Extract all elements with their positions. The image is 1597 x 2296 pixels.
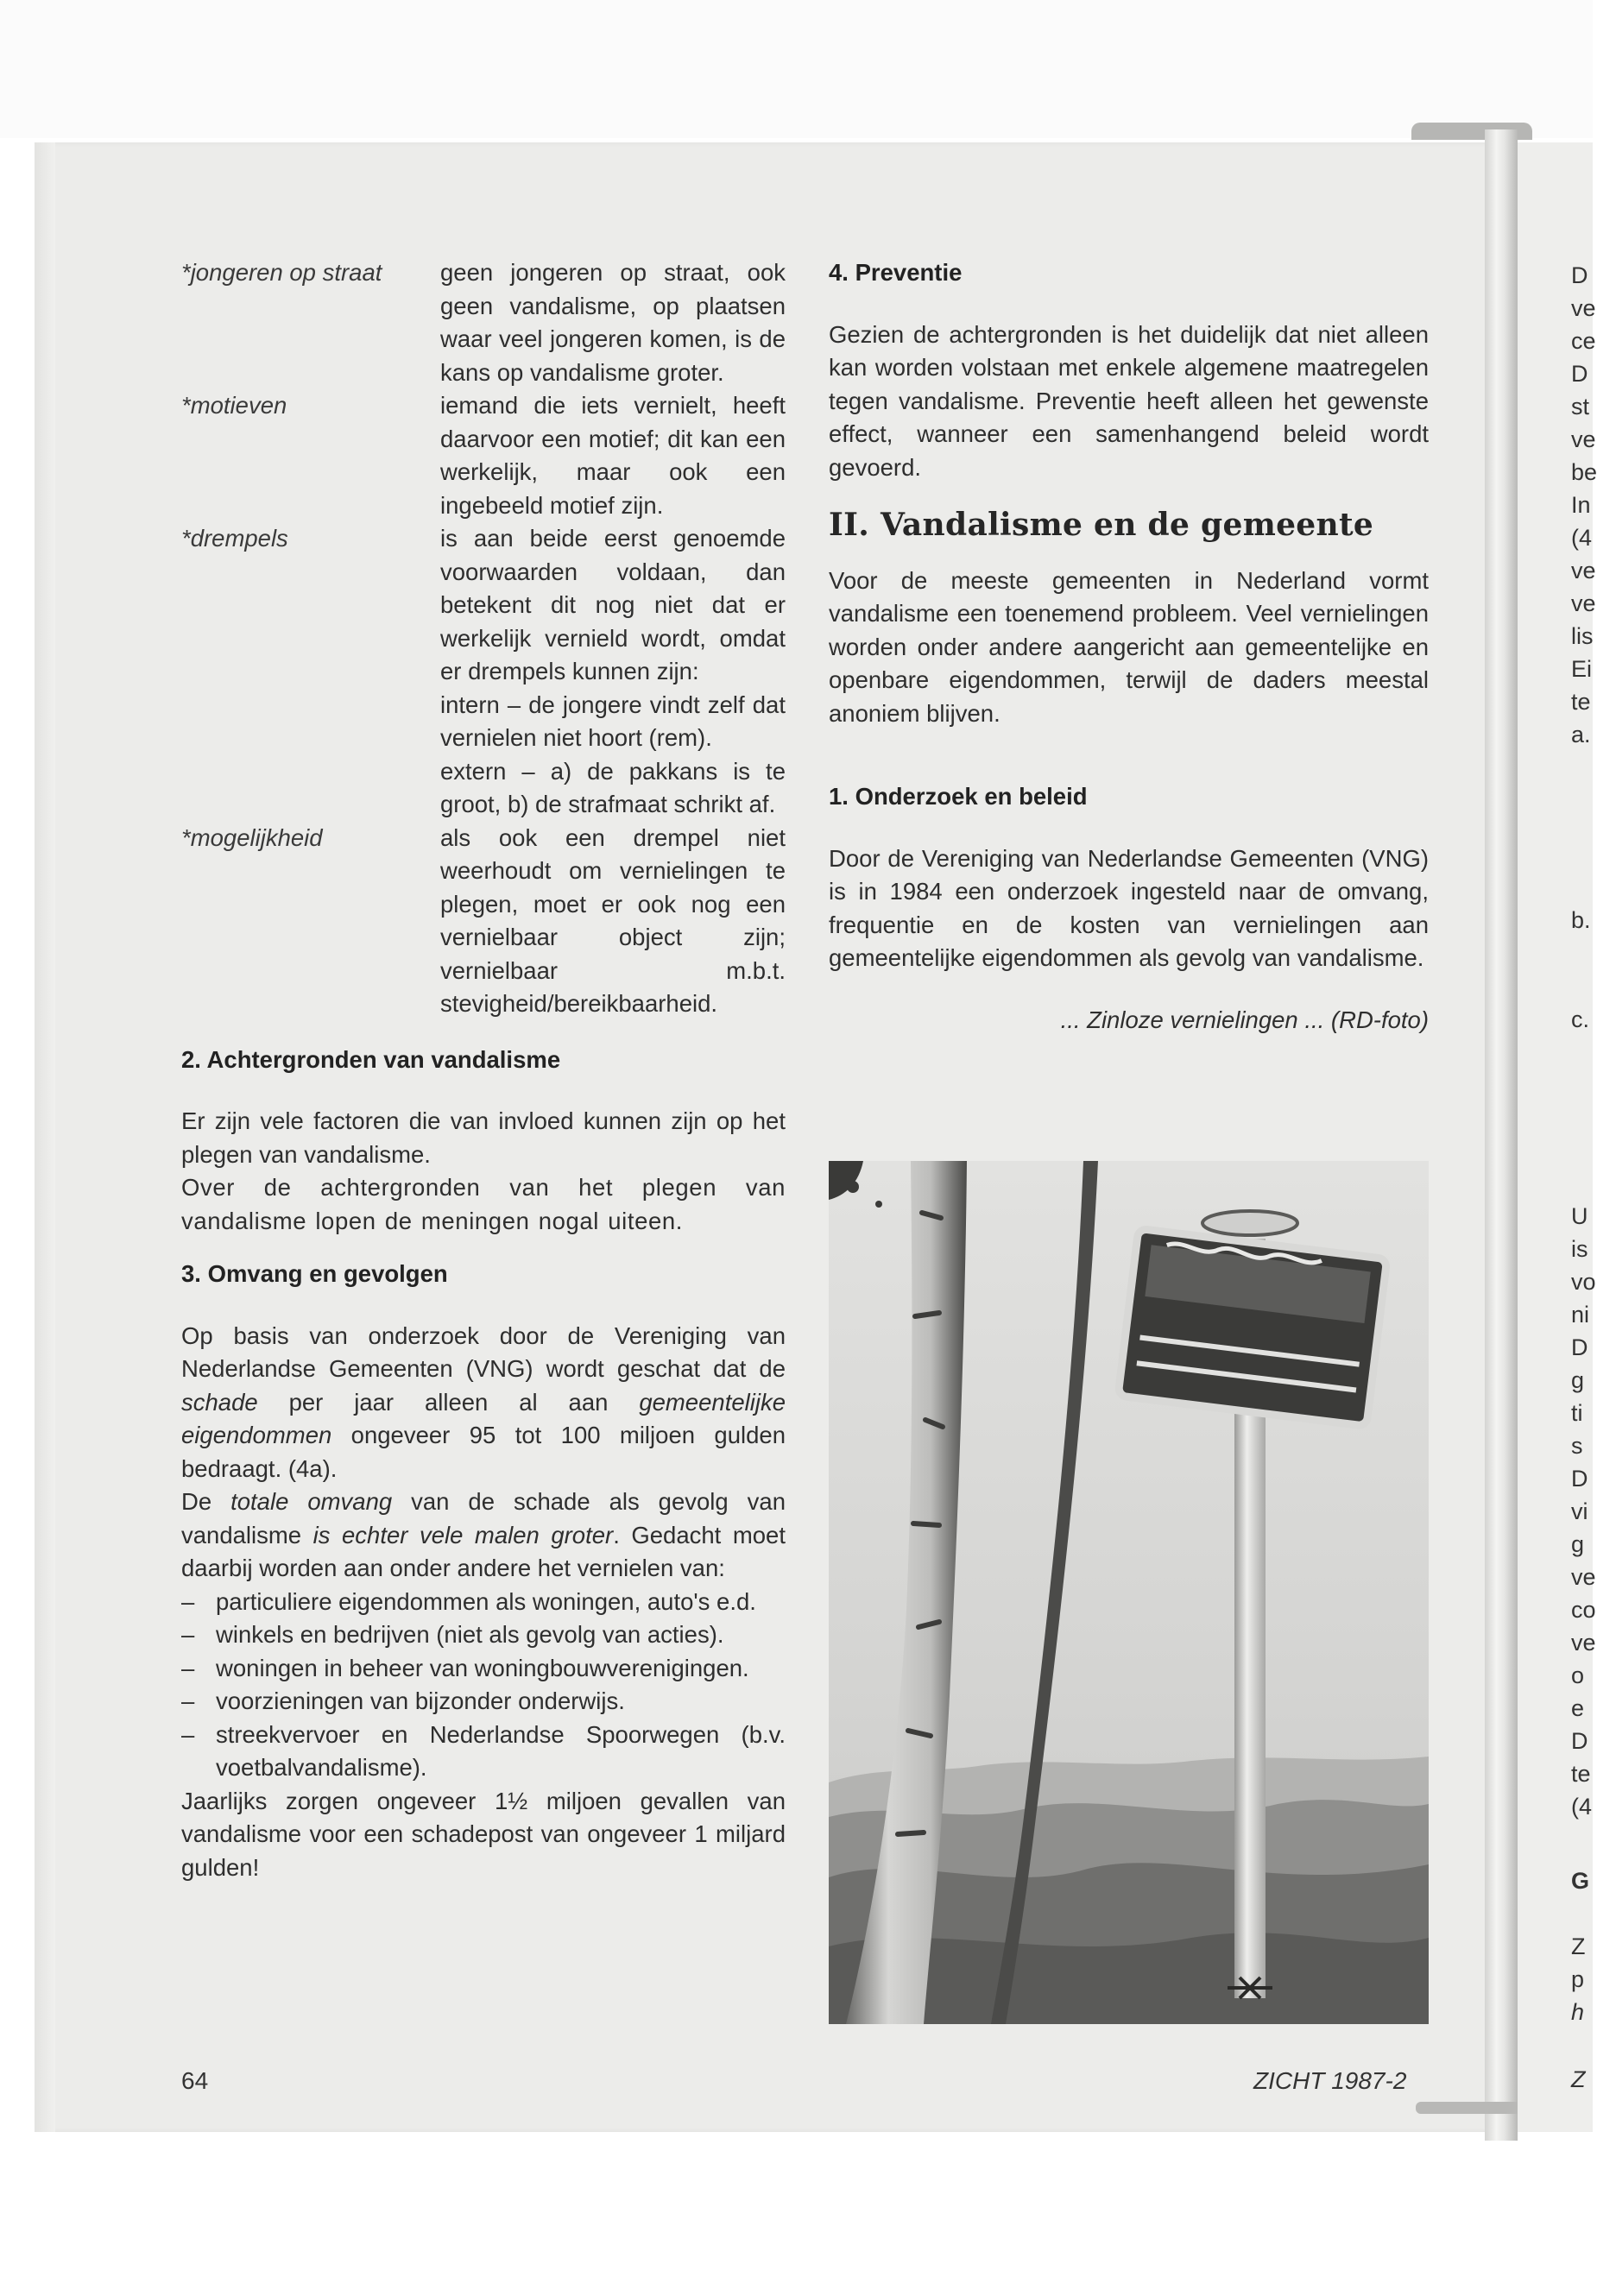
background-paper bbox=[0, 0, 1593, 138]
definition-term: *drempels bbox=[181, 525, 288, 552]
next-page-fragment: lis bbox=[1571, 623, 1594, 649]
definition-item bbox=[181, 256, 786, 389]
next-page-fragment: D bbox=[1571, 1334, 1588, 1360]
next-page-fragment: ti bbox=[1571, 1400, 1583, 1426]
section-heading: 3. Omvang en gevolgen bbox=[181, 1260, 448, 1287]
next-page-fragment: o bbox=[1571, 1662, 1585, 1688]
photo-caption: ... Zinloze vernielingen ... (RD-foto) bbox=[1060, 1006, 1429, 1033]
definition-item bbox=[181, 522, 786, 822]
next-page-fragment: D bbox=[1571, 361, 1588, 387]
next-page-fragment: s bbox=[1571, 1433, 1583, 1459]
magazine-footer: ZICHT 1987-2 bbox=[1253, 2067, 1407, 2094]
paragraph: Jaarlijks zorgen ongeveer 1½ miljoen gevallen van vandalisme voor een schadepost van ongeveer 1 miljard gulden! bbox=[181, 1787, 786, 1881]
list-item: – woningen in beheer van woningbouwverenigingen. bbox=[181, 1652, 786, 1686]
next-page-fragment: vo bbox=[1571, 1269, 1596, 1295]
chapter-title: II. Vandalisme en de gemeente bbox=[829, 507, 1374, 543]
next-page-fragment: b. bbox=[1571, 907, 1591, 933]
next-page-fragment: ce bbox=[1571, 328, 1596, 354]
list-item: – voorzieningen van bijzonder onderwijs. bbox=[181, 1685, 786, 1719]
next-page-fragment: ve bbox=[1571, 426, 1596, 452]
definition-text: extern – a) de pakkans is te groot, b) de strafmaat schrikt af. bbox=[440, 757, 786, 817]
paragraph: De totale omvang van de schade als gevolg van vandalisme is echter vele malen groter. Gedacht moet daarbij worden aan onder andere het vernielen van: bbox=[181, 1488, 786, 1581]
next-page-fragment: ni bbox=[1571, 1302, 1590, 1328]
next-page-fragment: In bbox=[1571, 492, 1591, 518]
next-page-fragment: p bbox=[1571, 1966, 1585, 1992]
paragraph: Op basis van onderzoek door de Vereniging van Nederlandse Gemeenten (VNG) wordt geschat dat de schade per jaar alleen al aan gemeentelijke eigendommen ongeveer 95 tot 100 miljoen gulden bedraagt. (4a). bbox=[181, 1321, 786, 1482]
vandalised-sign-photo bbox=[829, 1161, 1429, 2024]
paragraph: Gezien de achtergronden is het duidelijk dat niet alleen kan worden volstaan met enkele algemene maatregelen tegen vandalisme. Preventie heeft alleen het gewenste effect, wanneer een samenhangend beleid wordt gevoerd. bbox=[829, 320, 1429, 481]
definition-item bbox=[181, 822, 786, 1021]
next-page-fragment: a. bbox=[1571, 722, 1591, 747]
next-page-fragment: D bbox=[1571, 1728, 1588, 1754]
next-page-fragment: Ei bbox=[1571, 656, 1593, 682]
section-heading: 2. Achtergronden van vandalisme bbox=[181, 1045, 561, 1073]
paragraph: Voor de meeste gemeenten in Nederland vormt vandalisme een toenemend probleem. Veel vernielingen worden onder andere aangericht aan gemeentelijke en openbare eigendommen, terwijl de daders meestal anoniem blijven. bbox=[829, 566, 1429, 727]
next-page-fragment: co bbox=[1571, 1597, 1596, 1623]
section-heading: 1. Onderzoek en beleid bbox=[829, 783, 1088, 810]
next-page-fragment: st bbox=[1571, 394, 1590, 419]
paragraph: Er zijn vele factoren die van invloed kunnen zijn op het plegen van vandalisme. bbox=[181, 1107, 786, 1168]
next-page-fragment: be bbox=[1571, 459, 1597, 485]
damage-list bbox=[181, 1586, 786, 1785]
list-item: – particuliere eigendommen als woningen, auto's e.d. bbox=[181, 1586, 786, 1619]
paragraph: Door de Vereniging van Nederlandse Gemeenten (VNG) is in 1984 een onderzoek ingesteld naar de omvang, frequentie en de kosten van vernielingen aan gemeentelijke eigendommen als gevolg van vandalisme. bbox=[829, 844, 1429, 971]
page-number: 64 bbox=[181, 2067, 209, 2094]
section-heading: 4. Preventie bbox=[829, 259, 963, 286]
right-column bbox=[829, 256, 1429, 1037]
next-page-fragment: te bbox=[1571, 689, 1591, 715]
next-page-edge bbox=[1518, 142, 1597, 2132]
next-page-fragment: ve bbox=[1571, 295, 1596, 321]
next-page-fragment: h bbox=[1571, 1999, 1585, 2025]
next-page-fragment: D bbox=[1571, 262, 1588, 288]
next-page-fragment: G bbox=[1571, 1868, 1590, 1894]
definition-text: als ook een drempel niet weerhoudt om vernielingen te plegen, moet er ook nog een vernielbaar object zijn; vernielbaar m.b.t. stevigheid/bereikbaarheid. bbox=[440, 823, 786, 1017]
definition-text: iemand die iets vernielt, heeft daarvoor een motief; dit kan een werkelijk, maar ook een ingebeeld motief zijn. bbox=[440, 392, 786, 519]
next-page-fragment: Z bbox=[1571, 1933, 1586, 1959]
next-page-fragment: te bbox=[1571, 1761, 1591, 1787]
next-page-fragment: g bbox=[1571, 1367, 1585, 1393]
next-page-fragment: (4 bbox=[1571, 525, 1593, 551]
next-page-fragment: ve bbox=[1571, 558, 1596, 583]
next-page-fragment: e bbox=[1571, 1695, 1585, 1721]
definition-item bbox=[181, 389, 786, 522]
next-page-fragment: ve bbox=[1571, 1630, 1596, 1656]
page-edge bbox=[35, 142, 55, 2132]
list-item: – streekvervoer en Nederlandse Spoorwegen (b.v. voetbalvandalisme). bbox=[181, 1719, 786, 1785]
definition-text: geen jongeren op straat, ook geen vandalisme, op plaatsen waar veel jongeren komen, is de kans op vandalisme groter. bbox=[440, 259, 786, 386]
photo-illustration bbox=[829, 1161, 1429, 2024]
next-page-fragment: (4 bbox=[1571, 1794, 1593, 1820]
definition-text: intern – de jongere vindt zelf dat vernielen niet hoort (rem). bbox=[440, 691, 786, 751]
next-page-fragment: ve bbox=[1571, 590, 1596, 616]
list-item: – winkels en bedrijven (niet als gevolg van acties). bbox=[181, 1618, 786, 1652]
next-page-fragment: vi bbox=[1571, 1498, 1588, 1524]
next-page-fragment: D bbox=[1571, 1466, 1588, 1492]
left-column bbox=[181, 256, 786, 1884]
next-page-fragment: is bbox=[1571, 1236, 1588, 1262]
definition-text: is aan beide eerst genoemde voorwaarden voldaan, dan betekent dit nog niet dat er werkelijk vernield wordt, omdat er drempels kunnen zijn: bbox=[440, 525, 786, 684]
paragraph: Over de achtergronden van het plegen van vandalisme lopen de meningen nogal uiteen. bbox=[181, 1174, 786, 1234]
definition-term: *motieven bbox=[181, 392, 287, 419]
definition-term: *jongeren op straat bbox=[181, 259, 382, 286]
book-gutter bbox=[1485, 129, 1518, 2141]
definition-term: *mogelijkheid bbox=[181, 823, 323, 851]
next-page-fragment: U bbox=[1571, 1203, 1588, 1229]
next-page-fragment: ve bbox=[1571, 1564, 1596, 1590]
next-page-fragment: c. bbox=[1571, 1006, 1590, 1032]
next-page-fragment: Z bbox=[1571, 2066, 1586, 2092]
next-page-fragment: g bbox=[1571, 1531, 1585, 1557]
